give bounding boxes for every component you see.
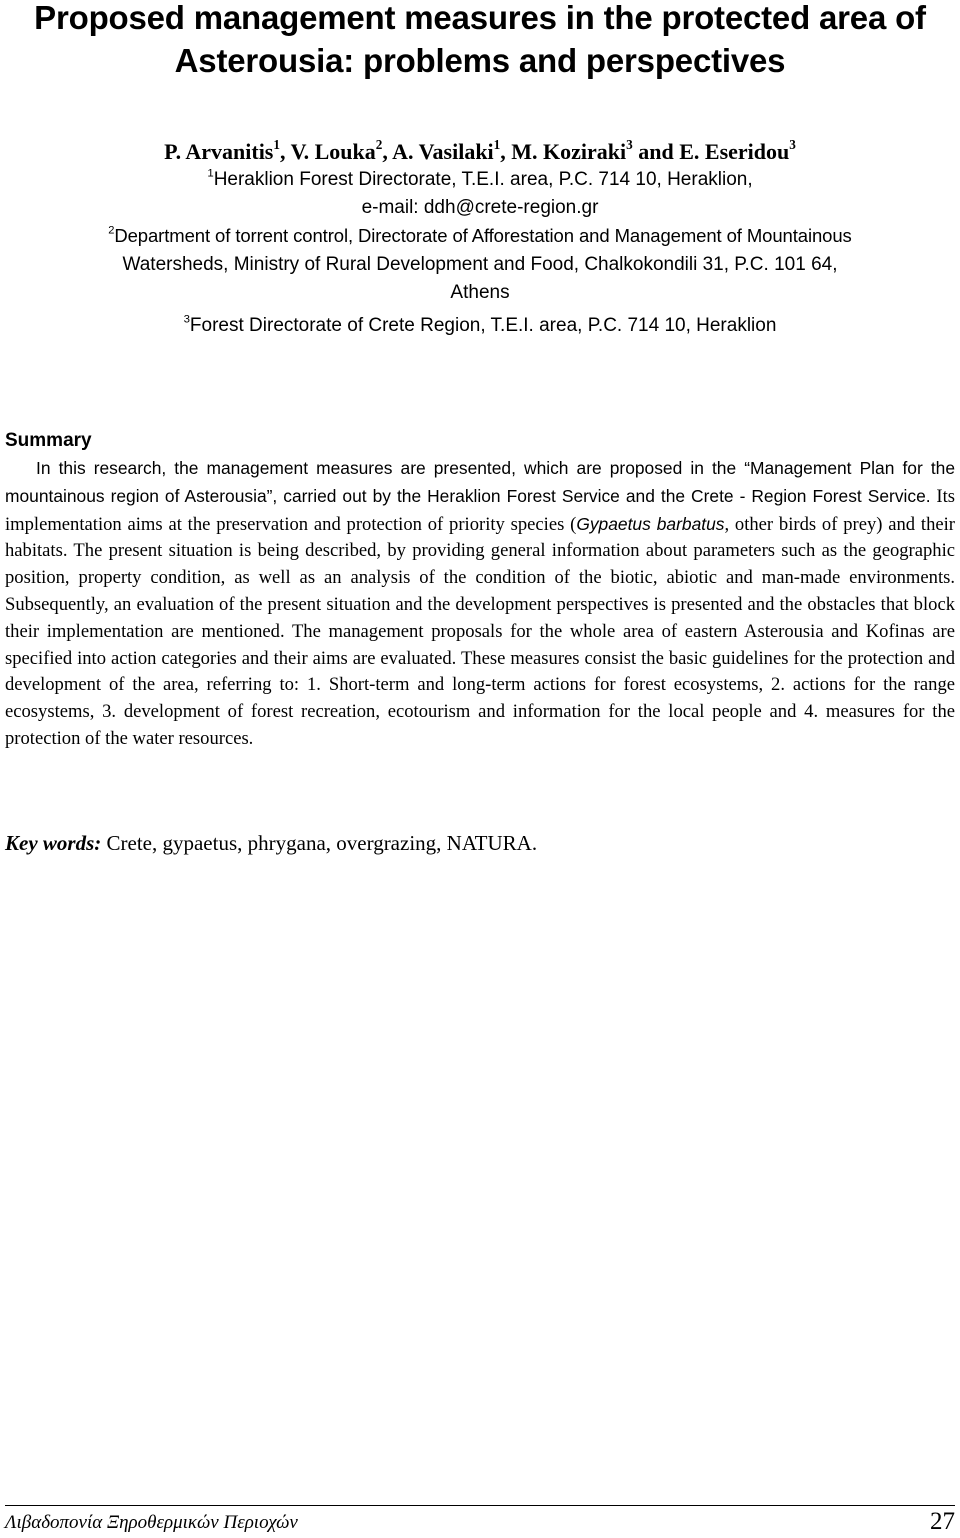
affiliation-3 (0, 312, 960, 340)
species-name: Gypaetus barbatus (576, 513, 725, 534)
author-name: M. Koziraki (511, 139, 627, 164)
affiliation-1 (0, 166, 960, 222)
author-affiliation-marker: 1 (273, 137, 280, 153)
keywords (5, 828, 537, 858)
author-affiliation-marker: 1 (493, 137, 501, 153)
keywords-label: Key words: (5, 831, 102, 855)
affiliation-3-line-1: Forest Directorate of Crete Region, T.E.I. area, P.C. 714 10, Heraklion (189, 315, 777, 336)
author-name: V. Louka (290, 139, 376, 164)
author-affiliation-marker: 3 (626, 137, 633, 153)
author-affiliation-marker: 2 (375, 137, 383, 153)
summary-heading: Summary (5, 430, 92, 451)
affiliation-2-line-2: Watersheds, Ministry of Rural Development and Food, Chalkokondili 31, P.C. 101 64, (122, 254, 838, 275)
abstract-part-3: Its implementation aims at the preservation and protection of priority species ( (5, 485, 955, 535)
affiliation-3-marker: 3 (183, 313, 190, 326)
affiliation-1-line-1: Heraklion Forest Directorate, T.E.I. area, P.C. 714 10, Heraklion, (213, 169, 753, 190)
keywords-list: Crete, gypaetus, phrygana, overgrazing, NATURA. (101, 831, 538, 855)
affiliation-1-marker: 1 (207, 167, 214, 180)
author-separator: and (632, 139, 680, 164)
author-name: E. Eseridou (679, 139, 790, 164)
author-name: P. Arvanitis (164, 139, 274, 164)
affiliation-2-marker: 2 (108, 224, 115, 237)
author-separator: , (382, 139, 393, 164)
author-affiliation-marker: 3 (789, 137, 796, 153)
paper-title (20, 0, 940, 82)
abstract-part-1: In this research, the management measures are presented, which are proposed in the “Management Plan for the mountainous region of Asterousia”, carried out by the Heraklion Forest Service and the (5, 458, 955, 506)
author-separator: , (279, 139, 291, 164)
page-number: 27 (930, 1508, 955, 1535)
abstract-part-5: , other birds of prey) and their habitats. The present situation is being described, by providing general information about parameters such as the geographic position, property condition, as well as an analysis of the condition of the biotic, abiotic and man-made environments. Subsequently, an evaluation of the present situation and the development perspectives is presented and the obstacles that block their implementation are mentioned. The management proposals for the whole area of eastern Asterousia and Kofinas are specified into action categories and their aims are evaluated. These measures consist the basic guidelines for the protection and development of the area, referring to: 1. Short-term and long-term actions for forest ecosystems, 2. actions for the range ecosystems, 3. development of forest recreation, ecotourism and information for the local people and 4. measures for the protection of the water resources. (5, 513, 955, 749)
affiliation-2 (0, 222, 960, 307)
journal-name: Λιβαδοπονία Ξηροθερμικών Περιοχών (5, 1512, 298, 1533)
abstract-part-2: Crete - Region Forest Service. (691, 485, 931, 506)
affiliation-1-email: e-mail: ddh@crete-region.gr (361, 197, 599, 218)
title-line-2: Asterousia: problems and perspectives (174, 42, 786, 79)
title-line-1: Proposed management measures in the protected area of (34, 0, 926, 36)
author-name: A. Vasilaki (392, 139, 494, 164)
author-list (0, 138, 960, 166)
abstract-paragraph (5, 455, 955, 753)
affiliation-2-line-3: Athens (450, 282, 510, 303)
footer-divider (5, 1505, 955, 1506)
author-separator: , (500, 139, 512, 164)
affiliation-2-line-1: Department of torrent control, Directorate of Afforestation and Management of Mountainous (114, 225, 852, 246)
